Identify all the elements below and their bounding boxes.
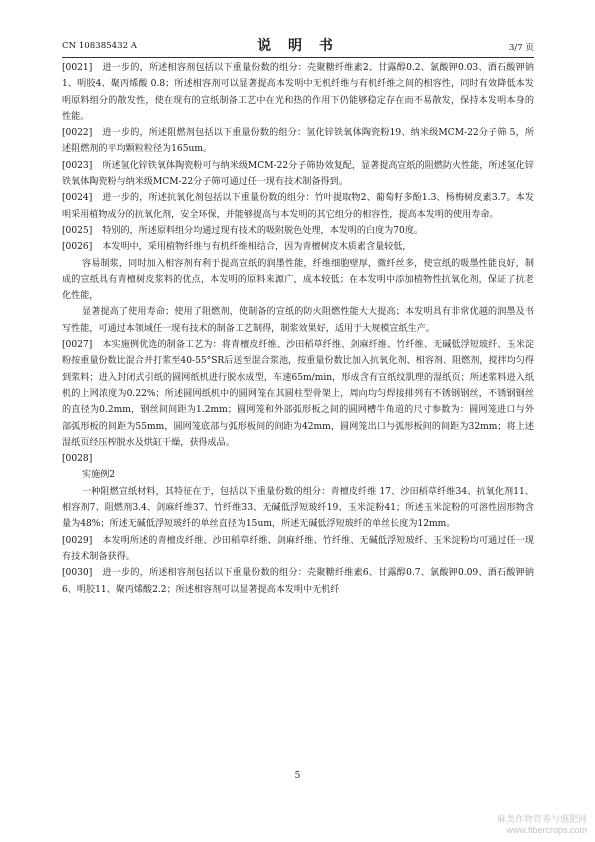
paragraph	[62, 304, 534, 337]
paragraph-text: 进一步的，所述相容剂包括以下重量份数的组分：壳聚糖纤维素6、甘露醇0.7、氯酸钾0.09、酒石酸钾钠6、明胶11、聚丙烯酸2.2；所述相容剂可以显著提高本发明中无机纤	[62, 568, 534, 595]
paragraph-number: [0027]	[62, 340, 93, 351]
document-title: 说 明 书	[257, 38, 339, 54]
paragraph-number: [0021]	[62, 63, 93, 73]
paragraph-text: 特别的，所述原料组分均通过现有技术的吸附脱色处理，本发明的白度为70度。	[102, 225, 424, 236]
paragraph	[62, 60, 534, 125]
paragraph	[62, 158, 534, 191]
paragraph-text: 一种阻燃宣纸材料，其特征在于，包括以下重量份数的组分：青檀皮纤维 17、沙田稻草纤维34、抗氧化剂11、相容剂7、阻燃剂3.4、剑麻纤维37、竹纤维33、无碱低浮短玻纤19、玉米淀粉41；所述玉米淀粉的可溶性固形物含量为48%；所述无碱低浮短玻纤的单丝直径为15um，所述无碱低浮短玻纤的单丝长度为12mm。	[62, 486, 534, 530]
paragraph-number: [0026]	[62, 242, 93, 253]
paragraph-text: 实施例2	[82, 470, 116, 481]
paragraph-number: [0024]	[62, 193, 93, 204]
paragraph	[62, 125, 534, 158]
paragraph	[62, 484, 534, 533]
paragraph-text: 所述氢化锌铁氧体陶瓷粉可与纳米级MCM-22分子筛协效复配，显著提高宣纸的阻燃防火性能，所述氢化锌铁氧体陶瓷粉与纳米级MCM-22分子筛可通过任一现有技术制备得到。	[62, 160, 534, 188]
patent-number: CN 108385432 A	[62, 41, 137, 51]
paragraph-number: [0028]	[62, 454, 93, 465]
paragraph	[62, 467, 534, 483]
paragraph	[62, 451, 534, 467]
watermark-text: 麻类作物营养与施肥网	[496, 814, 587, 824]
document-body	[62, 60, 534, 598]
paragraph	[62, 533, 534, 566]
paragraph	[62, 565, 534, 598]
header-rule	[62, 57, 534, 58]
paragraph-number: [0029]	[62, 535, 93, 546]
paragraph-text: 进一步的，所述阻燃剂包括以下重量份数的组分：氢化锌铁氧体陶瓷粉19、纳米级MCM-22分子筛 5，所述阻燃剂的平均颗粒粒径为165um。	[62, 128, 534, 155]
paragraph-number: [0030]	[62, 568, 93, 579]
paragraph-text: 本发明中，采用植物纤维与有机纤维相结合，因为青檀树皮木质素含量较低，	[102, 242, 412, 253]
page-number: 5	[294, 771, 301, 781]
page-header	[62, 37, 534, 55]
paragraph-text: 本实施例优选的制备工艺为：将青檀皮纤维、沙田稻草纤维、剑麻纤维、竹纤维、无碱低浮短玻纤、玉米淀粉按重量份数比混合并打浆至40-55°SR后送至混合浆池，按重量份数比加入抗氧化剂、相容剂、阻燃剂，搅拌均匀得到浆料；进入封闭式引纸的圆网纸机进行脱水成型，车速65m/min，形成含有宣纸纹肌理的湿纸页；所述浆料进入纸机的上网浓度为0.22%；所述圆网纸机中的圆网笼在其圆柱型骨架上，周向均匀焊接排列有不锈钢钢丝，不锈钢钢丝的直径为0.2mm，钢丝间间距为1.2mm；圆网笼和外部弧形板之间的圆网槽牛角道的尺寸参数为：圆网笼进口与外部弧形板的间距为55mm，圆网笼底部与弧形板间的间距为42mm，圆网笼出口与弧形板间的间距为32mm；将上述湿纸页经压榨脱水及烘缸干燥，获得成品。	[62, 340, 534, 448]
paragraph	[62, 337, 534, 451]
watermark-url: www.fibercrops.com	[506, 825, 587, 835]
page-indicator: 3/7 页	[508, 43, 534, 53]
paragraph-text: 进一步的，所述抗氧化剂包括以下重量份数的组分：竹叶提取物2、葡萄籽多酚1.3、杨梅树皮素3.7。本发明采用植物成分的抗氧化剂，安全环保，并能够提高与本发明的其它组分的相容性，提高本发明的使用寿命。	[62, 193, 534, 220]
paragraph	[62, 190, 534, 223]
paragraph-number: [0022]	[62, 128, 93, 139]
paragraph-number: [0023]	[62, 160, 93, 171]
paragraph-text: 显著提高了使用寿命；使用了阻燃剂，使制备的宣纸的防火阻燃性能大大提高；本发明具有非常优越的润墨及书写性能，可通过本领域任一现有技术的制备工艺制得，制浆效果好，适用于大规模宣纸生产。	[62, 307, 534, 334]
paragraph-number: [0025]	[62, 225, 93, 236]
paragraph-text: 容易制浆，同时加入相容剂有利于提高宣纸的润墨性能，纤维细胞壁厚，微纤丝多，使宣纸的吸墨性能良好，制成的宣纸具有青檀树皮浆料的优点，本发明的原料来源广，成本较低；在本发明中添加植物性抗氧化剂，保证了抗老化性能，	[62, 258, 534, 302]
paragraph	[62, 256, 534, 305]
paragraph-text: 进一步的，所述相容剂包括以下重量份数的组分：壳聚糖纤维素2、甘露醇0.2、氯酸钾0.03、酒石酸钾钠1、明胶4、聚丙烯酸 0.8；所述相容剂可以显著提高本发明中无机纤维与有机纤维之间的相容性，同时有效降低本发明原料组分的散发性，使在现有的宣纸制备工艺中在光和热的作用下仍能够稳定存在而不易散发，保持本发明本身的性能。	[62, 63, 534, 122]
paragraph-text: 本发明所述的青檀皮纤维、沙田稻草纤维、剑麻纤维、竹纤维、无碱低浮短玻纤、玉米淀粉均可通过任一现有技术制备获得。	[62, 535, 534, 562]
paragraph	[62, 223, 534, 239]
paragraph	[62, 239, 534, 255]
watermark	[497, 814, 587, 836]
